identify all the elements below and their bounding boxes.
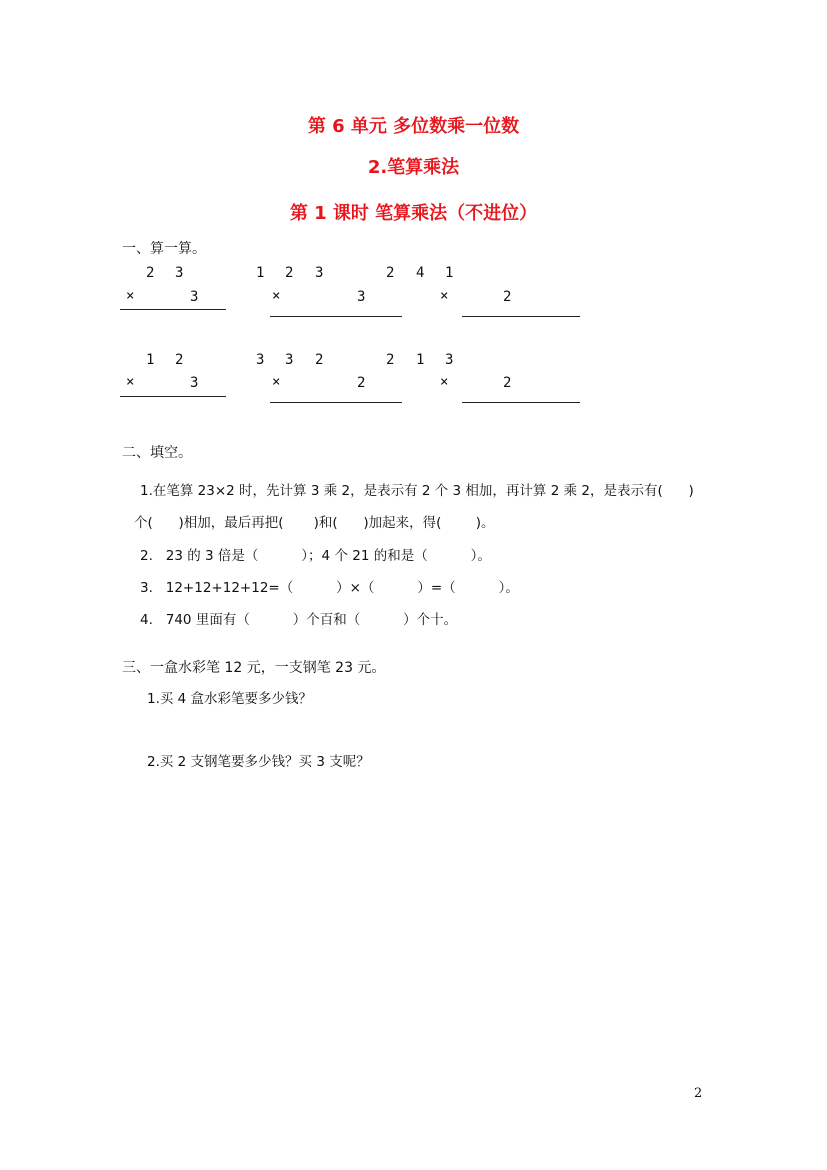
digit: 3	[357, 289, 366, 305]
digit: 2	[285, 265, 294, 281]
digit: 3	[315, 265, 324, 281]
page-number: 2	[694, 1086, 703, 1101]
digit: 2	[386, 265, 395, 281]
fill-question-3: 3. 12+12+12+12=（ ）×（ ）=（ ）。	[140, 580, 519, 596]
digit: 1	[256, 265, 265, 281]
digit: 1	[445, 265, 454, 281]
times-sign: ×	[440, 288, 449, 304]
unit-title: 第 6 单元 多位数乘一位数	[307, 116, 520, 137]
answer-line	[270, 402, 402, 403]
digit: 2	[146, 265, 155, 281]
answer-line	[462, 402, 580, 403]
digit: 2	[386, 352, 395, 368]
digit: 2	[503, 375, 512, 391]
digit: 3	[285, 352, 294, 368]
digit: 1	[146, 352, 155, 368]
digit: 2	[357, 375, 366, 391]
part1-heading: 一、算一算。	[122, 241, 206, 257]
digit: 3	[190, 289, 199, 305]
times-sign: ×	[440, 374, 449, 390]
digit: 4	[416, 265, 425, 281]
word-problem-1: 1.买 4 盒水彩笔要多少钱？	[147, 691, 313, 707]
fill-question-1-line1: 1.在笔算 23×2 时，先计算 3 乘 2，是表示有 2 个 3 相加，再计算 2 乘 2，是表示有( )	[140, 483, 694, 499]
digit: 3	[445, 352, 454, 368]
answer-line	[270, 316, 402, 317]
fill-question-2: 2. 23 的 3 倍是（ ）；4 个 21 的和是（ ）。	[140, 548, 491, 564]
fill-question-4: 4. 740 里面有（ ）个百和（ ）个十。	[140, 612, 458, 628]
fill-question-1-line2: 个( )相加，最后再把( )和( )加起来，得( )。	[134, 515, 495, 531]
digit: 2	[315, 352, 324, 368]
times-sign: ×	[126, 374, 135, 390]
part3-heading: 三、一盒水彩笔 12 元，一支钢笔 23 元。	[122, 660, 386, 676]
answer-line	[462, 316, 580, 317]
lesson-title: 第 1 课时 笔算乘法（不进位）	[289, 203, 538, 224]
section-title: 2.笔算乘法	[367, 157, 460, 178]
part2-heading: 二、填空。	[122, 445, 192, 461]
answer-line	[120, 396, 226, 397]
digit: 1	[416, 352, 425, 368]
times-sign: ×	[272, 288, 281, 304]
digit: 2	[175, 352, 184, 368]
digit: 3	[256, 352, 265, 368]
answer-line	[120, 309, 226, 310]
times-sign: ×	[272, 374, 281, 390]
word-problem-2: 2.买 2 支钢笔要多少钱？买 3 支呢？	[147, 754, 370, 770]
digit: 3	[175, 265, 184, 281]
times-sign: ×	[126, 288, 135, 304]
digit: 3	[190, 375, 199, 391]
digit: 2	[503, 289, 512, 305]
